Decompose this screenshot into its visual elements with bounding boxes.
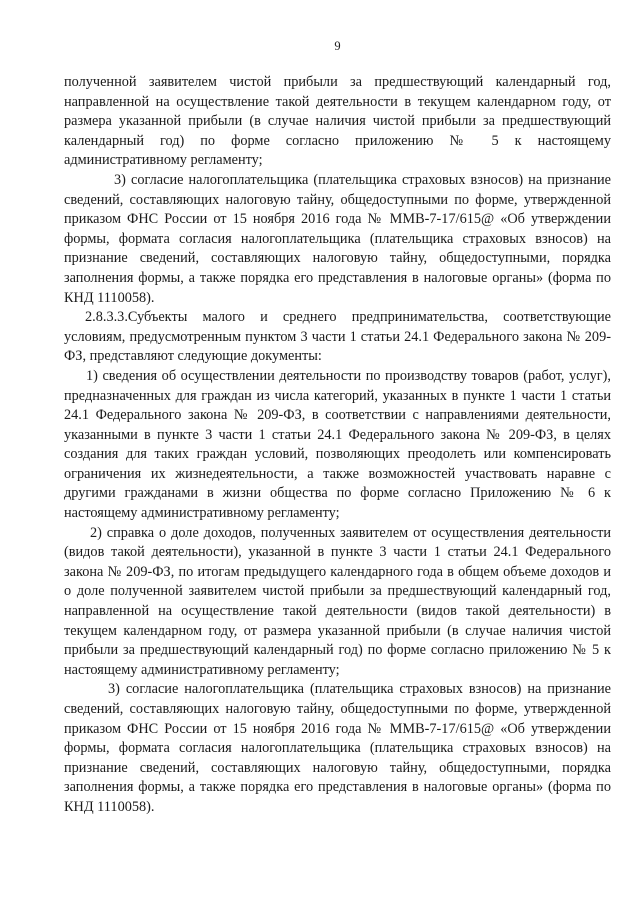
paragraph-item-3-consent: 3) согласие налогоплательщика (плательщика страховых взносов) на признание сведений, составляющих налоговую тайну, общедоступными по форме, утвержденной приказом ФНС России от 15 ноября 2016 года № ММВ-7-17/615@ «Об утверждении формы, формата согласия налогоплательщика (плательщика страховых взносов) на признание сведений, составляющих налоговую тайну, общедоступными, порядка заполнения формы, а также порядка его представления в налоговые органы» (форма по КНД 1110058). xyxy=(64,171,611,306)
paragraph-continuation: полученной заявителем чистой прибыли за предшествующий календарный год, направленной на осуществление такой деятельности в текущем календарном году, от размера указанной прибыли (в случае наличия чистой прибыли за предшествующий календарный год) по форме согласно приложению № 5 к настоящему административному регламенту; xyxy=(64,74,611,169)
page-number: 9 xyxy=(334,39,341,53)
paragraph-item-3-consent-repeat: 3) согласие налогоплательщика (плательщика страховых взносов) на признание сведений, составляющих налоговую тайну, общедоступными по форме, утвержденной приказом ФНС России от 15 ноября 2016 года № ММВ-7-17/615@ «Об утверждении формы, формата согласия налогоплательщика (плательщика страховых взносов) на признание сведений, составляющих налоговую тайну, общедоступными, порядка заполнения формы, а также порядка его представления в налоговые органы» (форма по КНД 1110058). xyxy=(64,681,611,815)
paragraph-item-1-activity-info: 1) сведения об осуществлении деятельности по производству товаров (работ, услуг), предназначенных для граждан из числа категорий, указанных в пункте 1 части 1 статьи 24.1 Федерального закона № 209-ФЗ, в соответствии с направлениями деятельности, указанными в пункте 3 части 1 статьи 24.1 Федерального закона № 209-ФЗ, в целях создания для таких граждан условий, позволяющих преодолеть или компенсировать ограничения их жизнедеятельности, а также возможностей участвовать наравне с другими гражданами в жизни общества по форме согласно Приложению № 6 к настоящему административному регламенту; xyxy=(64,367,611,522)
paragraph-item-2-income-certificate: 2) справка о доле доходов, полученных заявителем от осуществления деятельности (видов такой деятельности), указанной в пункте 3 части 1 статьи 24.1 Федерального закона № 209-ФЗ, по итогам предыдущего календарного года в общем объеме доходов и о доле полученной заявителем чистой прибыли за предшествующий календарный год, направленной на осуществление такой деятельности (видов такой деятельности) в текущем календарном году, от размера указанной прибыли (в случае наличия чистой прибыли за предшествующий календарный год) по форме согласно приложению № 5 к настоящему административному регламенту; xyxy=(64,524,611,678)
paragraph-section-2-8-3-3: 2.8.3.3.Субъекты малого и среднего предпринимательства, соответствующие условиям, предусмотренным пунктом 3 части 1 статьи 24.1 Федерального закона № 209-ФЗ, представляют следующие документы: xyxy=(64,309,611,365)
